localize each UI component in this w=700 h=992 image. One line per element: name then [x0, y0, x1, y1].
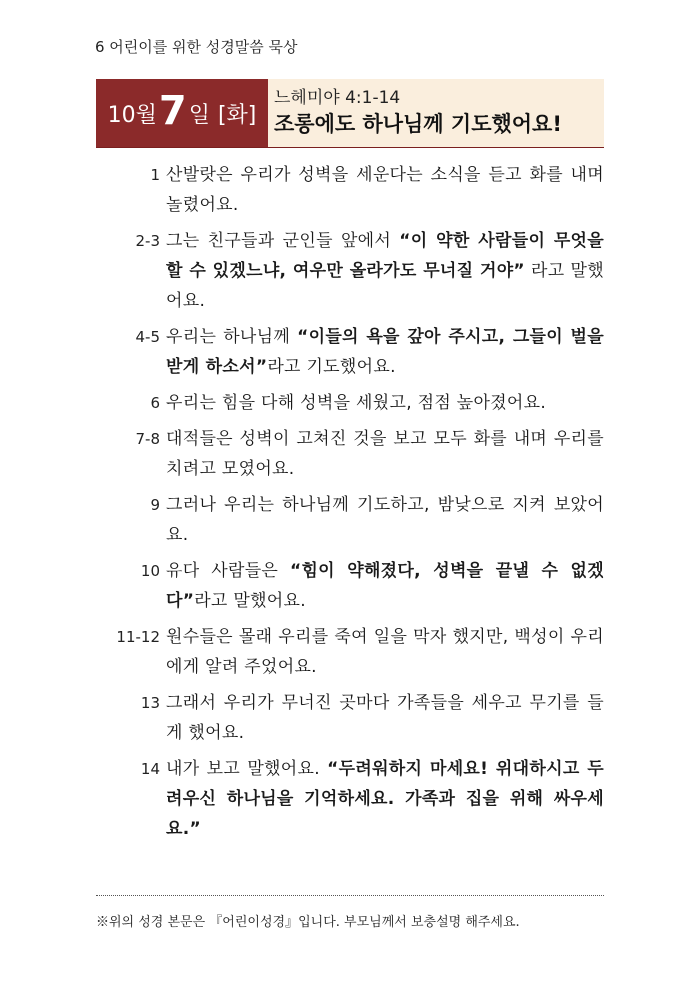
verse-quote: “힘이 약해졌다, 성벽을 끝낼 수 없겠다” — [166, 561, 604, 611]
footnote: ※위의 성경 본문은 『어린이성경』입니다. 부모님께서 보충설명 해주세요. — [96, 915, 520, 930]
verse-text-segment: 라고 말했어요. — [194, 591, 306, 611]
verse-text-segment: 그래서 우리가 무너진 곳마다 가족들을 세우고 무기를 들게 했어요. — [166, 693, 604, 743]
day-suffix: 일 — [188, 102, 210, 128]
verse-number: 11-12 — [116, 628, 160, 646]
date-box — [96, 79, 268, 147]
verse-quote: “두려워하지 마세요! 위대하시고 두려우신 하나님을 기억하세요. 가족과 집을 위해 싸우세요.” — [166, 759, 604, 839]
verse-list — [96, 160, 604, 850]
verse-text-segment: 라고 기도했어요. — [267, 357, 396, 377]
verse-item — [96, 226, 604, 316]
verse-text-segment: 대적들은 성벽이 고쳐진 것을 보고 모두 화를 내며 우리를 치려고 모였어요. — [166, 429, 604, 479]
verse-text-segment: 그러나 우리는 하나님께 기도하고, 밤낮으로 지켜 보았어요. — [166, 495, 604, 545]
verse-text — [166, 226, 604, 316]
verse-text-segment: 우리는 하나님께 — [166, 327, 298, 347]
verse-text-segment: 우리는 힘을 다해 성벽을 세웠고, 점점 높아졌어요. — [166, 393, 547, 413]
verse-text — [166, 754, 604, 844]
verse-number: 1 — [150, 166, 160, 184]
verse-text-segment: 산발랏은 우리가 성벽을 세운다는 소식을 듣고 화를 내며 놀렸어요. — [166, 165, 604, 215]
verse-text — [166, 490, 604, 550]
verse-text-segment: 라고 말했어요. — [166, 261, 604, 311]
title-box — [268, 79, 604, 147]
verse-item — [96, 322, 604, 382]
verse-text — [166, 160, 604, 220]
running-head: 6 어린이를 위한 성경말씀 묵상 — [95, 38, 298, 56]
verse-number: 13 — [140, 694, 160, 712]
verse-text-segment: 그는 친구들과 군인들 앞에서 — [166, 231, 400, 251]
verse-quote: “이들의 욕을 갚아 주시고, 그들이 벌을 받게 하소서” — [166, 327, 604, 377]
verse-quote: “이 약한 사람들이 무엇을 할 수 있겠느냐, 여우만 올라가도 무너질 거야” — [166, 231, 604, 281]
verse-number: 14 — [140, 760, 160, 778]
verse-text-segment: 내가 보고 말했어요. — [166, 759, 328, 779]
verse-item — [96, 754, 604, 844]
verse-number: 10 — [140, 562, 160, 580]
verse-number: 2-3 — [135, 232, 160, 250]
verse-number: 9 — [150, 496, 160, 514]
verse-item — [96, 424, 604, 484]
verse-item — [96, 388, 604, 418]
verse-item — [96, 490, 604, 550]
verse-text — [166, 622, 604, 682]
page-title: 조롱에도 하나님께 기도했어요! — [274, 112, 562, 136]
verse-text-segment: 유다 사람들은 — [166, 561, 290, 581]
day-number: 7 — [158, 88, 187, 134]
verse-item — [96, 556, 604, 616]
scripture-reference: 느헤미야 4:1-14 — [274, 88, 401, 108]
verse-number: 6 — [150, 394, 160, 412]
verse-number: 7-8 — [135, 430, 160, 448]
weekday-label: [화] — [217, 102, 257, 128]
verse-item — [96, 160, 604, 220]
verse-text — [166, 688, 604, 748]
month-label: 10월 — [107, 102, 157, 128]
verse-text — [166, 388, 604, 418]
verse-item — [96, 688, 604, 748]
date-title-banner — [96, 79, 604, 148]
verse-item — [96, 622, 604, 682]
verse-text — [166, 556, 604, 616]
verse-number: 4-5 — [135, 328, 160, 346]
verse-text — [166, 322, 604, 382]
verse-text-segment: 원수들은 몰래 우리를 죽여 일을 막자 했지만, 백성이 우리에게 알려 주었어요. — [166, 627, 604, 677]
verse-text — [166, 424, 604, 484]
dotted-divider — [96, 895, 604, 896]
